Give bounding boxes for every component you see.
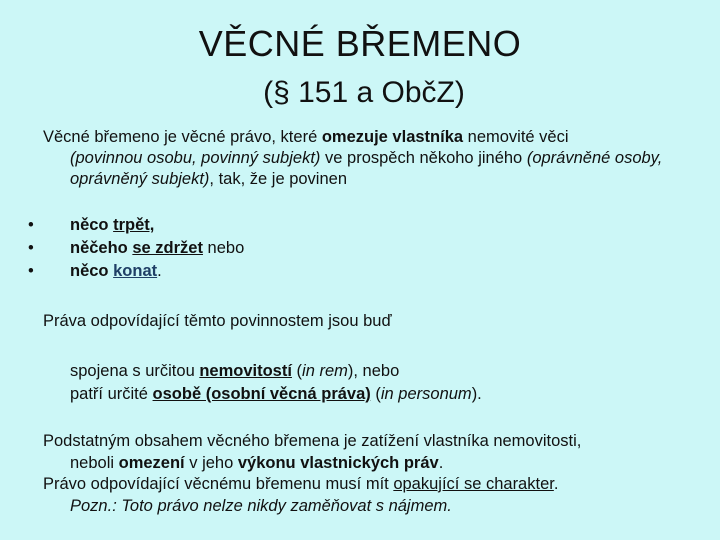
list-item (28, 237, 244, 260)
bullet-tail: nebo (202, 239, 245, 257)
definition-text-1: Věcné břemeno je věcné právo, které (43, 128, 322, 146)
content-bold: omezení (118, 453, 185, 472)
definition-text-3: nemovité věci (463, 128, 569, 146)
rights-lines (43, 360, 693, 406)
definition-continuation (43, 148, 693, 190)
content-line-1: Podstatným obsahem věcného břemena je zatížení vlastníka nemovitosti, (43, 432, 582, 450)
rights-text: spojena s určitou (70, 362, 200, 380)
rights-keyword: nemovitostí (199, 362, 292, 380)
content-text: . (438, 453, 444, 472)
rights-text: patří určité (70, 385, 153, 403)
definition-text-7: , tak, že je povinen (209, 170, 348, 188)
obligation-list (28, 214, 244, 283)
content-underline: opakující se charakter (393, 475, 554, 493)
list-item (28, 214, 244, 237)
definition-bold-phrase: omezuje vlastníka (321, 128, 464, 146)
content-line-2 (43, 453, 693, 475)
rights-latin: in personum (380, 385, 472, 403)
bullet-tail: . (157, 262, 162, 280)
definition-paragraph (43, 127, 693, 190)
rights-text: ( (370, 385, 381, 403)
bullet-keyword: trpět, (113, 216, 155, 234)
list-item (28, 260, 244, 283)
bullet-bold: něčeho (70, 239, 133, 257)
content-text: Právo odpovídající věcnému břemenu musí mít (43, 475, 394, 493)
rights-text: ), nebo (347, 362, 400, 380)
rights-line-rem (43, 360, 693, 383)
rights-latin: in rem (302, 362, 348, 380)
content-bold: výkonu vlastnických práv (237, 453, 439, 472)
bullet-bold: něco (70, 262, 114, 280)
rights-intro: Práva odpovídající těmto povinnostem jsou buď (43, 312, 392, 330)
rights-line-personum (43, 383, 693, 406)
content-text: . (553, 475, 559, 493)
rights-text: ). (471, 385, 482, 403)
content-note: Pozn.: Toto právo nelze nikdy zaměňovat s nájmem. (70, 496, 452, 515)
definition-italic-1: (povinnou osobu, povinný subjekt) (70, 149, 321, 167)
bullet-marker: • (28, 262, 34, 280)
rights-keyword: osobě (osobní věcná práva) (152, 385, 371, 403)
bullet-marker: • (28, 239, 34, 257)
definition-text-5: ve prospěch někoho jiného (320, 149, 527, 167)
content-line-3 (43, 474, 693, 496)
rights-text: ( (291, 362, 303, 380)
slide-title: VĚCNÉ BŘEMENO (198, 23, 522, 64)
content-text: v jeho (184, 453, 238, 472)
bullet-marker: • (28, 216, 34, 234)
bullet-keyword: konat (113, 262, 158, 280)
definition-italic-2: (oprávněné osoby, oprávněný subjekt) (70, 149, 663, 188)
slide-subtitle: (§ 151 a ObčZ) (263, 76, 465, 109)
content-text: neboli (70, 453, 119, 472)
bullet-bold: něco (70, 216, 114, 234)
bullet-keyword: se zdržet (132, 239, 203, 257)
content-paragraph (43, 431, 693, 517)
